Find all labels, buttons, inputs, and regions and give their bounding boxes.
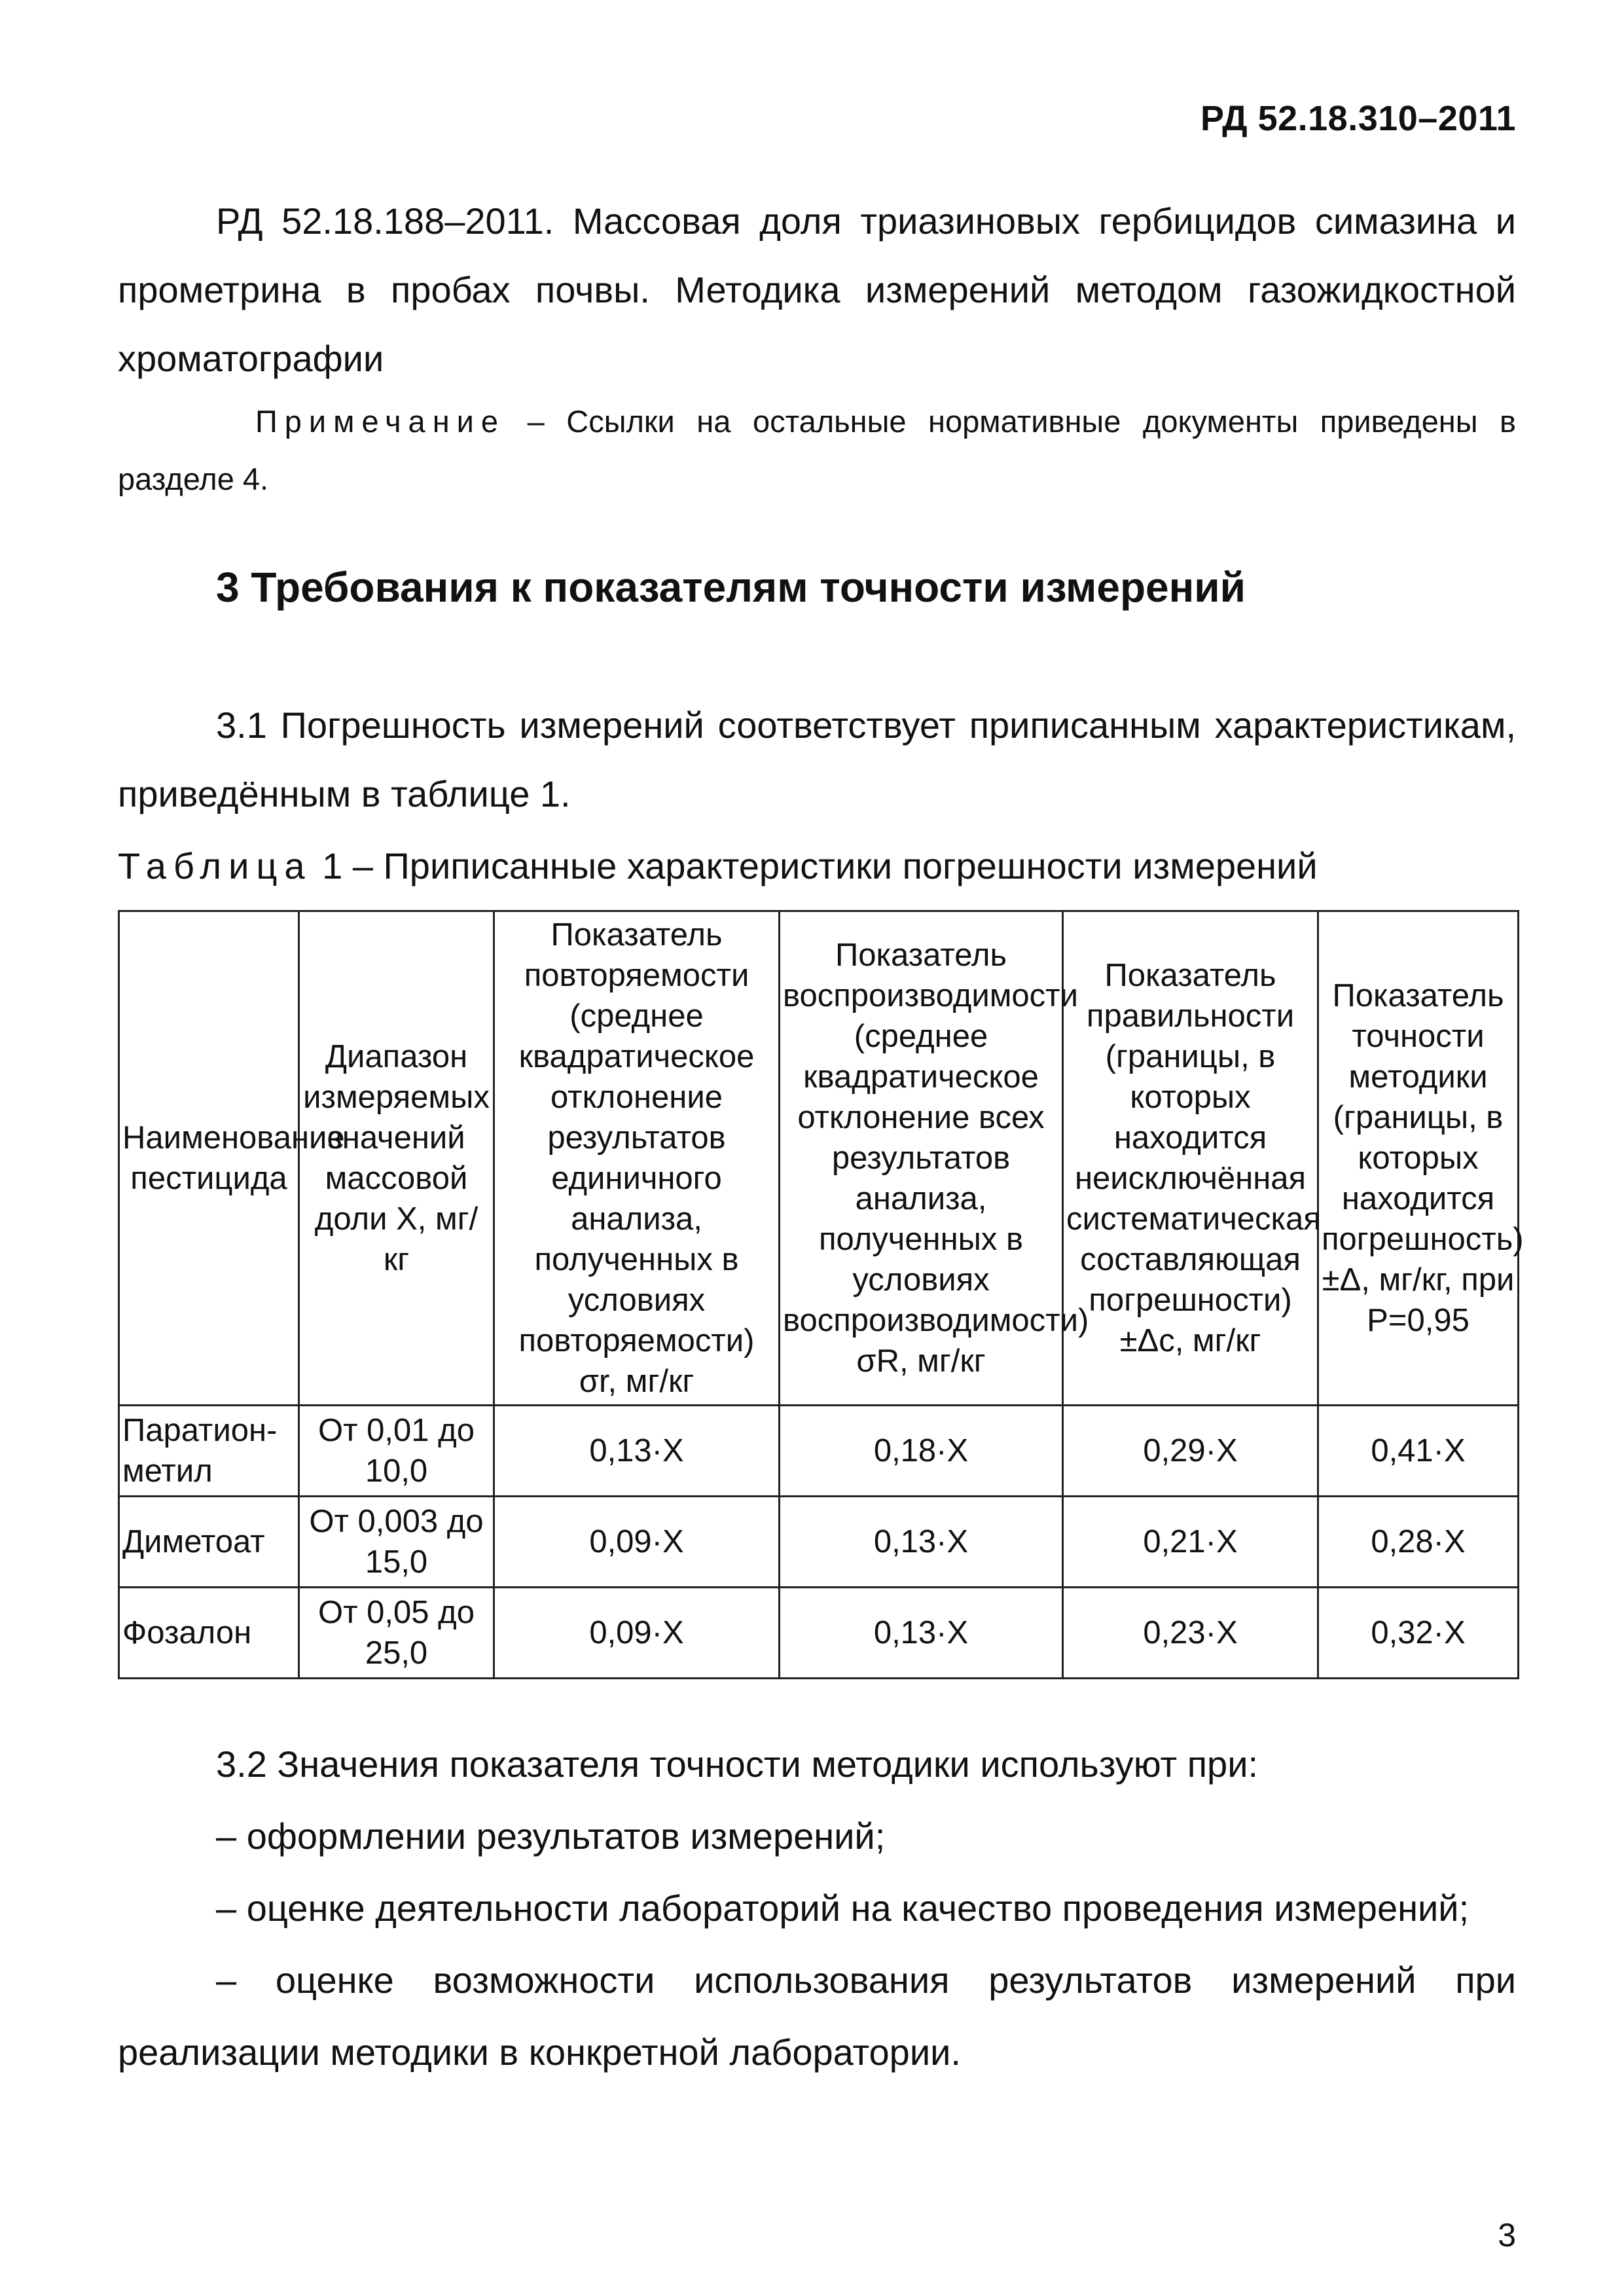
cell-repeatability: 0,09·X bbox=[494, 1588, 780, 1679]
cell-reproducibility: 0,13·X bbox=[780, 1497, 1063, 1588]
cell-reproducibility: 0,13·X bbox=[780, 1588, 1063, 1679]
page-number: 3 bbox=[1498, 2217, 1516, 2253]
section-title: 3 Требования к показателям точности измерений bbox=[216, 564, 1246, 611]
paragraph-3-1: 3.1 Погрешность измерений соответствует приписанным характеристикам, приведённым в таблице 1. bbox=[118, 704, 1516, 814]
cell-reproducibility: 0,18·X bbox=[780, 1406, 1063, 1497]
cell-trueness: 0,29·X bbox=[1063, 1406, 1318, 1497]
cell-accuracy: 0,28·X bbox=[1318, 1497, 1519, 1588]
header-repeatability: Показатель повторяемости (среднее квадратическое отклонение результатов единичного анализа, полученных в условиях повторяемости) σr, мг/кг bbox=[494, 911, 780, 1406]
note bbox=[118, 393, 1516, 508]
table-row bbox=[119, 1497, 1519, 1588]
cell-pesticide: Паратион-метил bbox=[119, 1406, 299, 1497]
cell-accuracy: 0,41·X bbox=[1318, 1406, 1519, 1497]
cell-range: От 0,003 до 15,0 bbox=[299, 1497, 494, 1588]
accuracy-table bbox=[118, 910, 1524, 1679]
cell-trueness: 0,23·X bbox=[1063, 1588, 1318, 1679]
cell-accuracy: 0,32·X bbox=[1318, 1588, 1519, 1679]
table-row bbox=[119, 1406, 1519, 1497]
cell-pesticide: Диметоат bbox=[119, 1497, 299, 1588]
list-item: – оценке возможности использования результатов измерений при реализации методики в конкретной лаборатории. bbox=[118, 1959, 1516, 2073]
reference-paragraph: РД 52.18.188–2011. Массовая доля триазиновых гербицидов симазина и прометрина в пробах почвы. Методика измерений методом газожидкостной хроматографии bbox=[118, 200, 1516, 379]
table-header-row bbox=[119, 911, 1519, 1406]
cell-range: От 0,05 до 25,0 bbox=[299, 1588, 494, 1679]
document-code: РД 52.18.310–2011 bbox=[1200, 99, 1516, 138]
cell-repeatability: 0,09·X bbox=[494, 1497, 780, 1588]
cell-range: От 0,01 до 10,0 bbox=[299, 1406, 494, 1497]
list-item: – оформлении результатов измерений; bbox=[216, 1815, 886, 1857]
table-caption-label: Таблица bbox=[118, 845, 312, 886]
list-item: – оценке деятельности лабораторий на качество проведения измерений; bbox=[216, 1887, 1470, 1929]
header-pesticide-name: Наименование пестицида bbox=[119, 911, 299, 1406]
paragraph-3-2 bbox=[118, 1728, 1516, 2088]
header-reproducibility: Показатель воспроизводимости (среднее квадратическое отклонение всех результатов анализа, полученных в условиях воспроизводимости) σR, мг/кг bbox=[780, 911, 1063, 1406]
paragraph-3-2-intro: 3.2 Значения показателя точности методики используют при: bbox=[216, 1743, 1259, 1785]
cell-trueness: 0,21·X bbox=[1063, 1497, 1318, 1588]
header-accuracy: Показатель точности методики (границы, в которых находится погрешность) ±Δ, мг/кг, при P=0,95 bbox=[1318, 911, 1519, 1406]
cell-pesticide: Фозалон bbox=[119, 1588, 299, 1679]
header-trueness: Показатель правильности (границы, в которых находится неисключённая систематическая составляющая погрешности) ±Δc, мг/кг bbox=[1063, 911, 1318, 1406]
header-range: Диапазон измеряемых значений массовой доли X, мг/кг bbox=[299, 911, 494, 1406]
cell-repeatability: 0,13·X bbox=[494, 1406, 780, 1497]
table-row bbox=[119, 1588, 1519, 1679]
note-label: Примечание bbox=[255, 404, 506, 439]
table-caption bbox=[118, 845, 1318, 887]
table-caption-text: 1 – Приписанные характеристики погрешности измерений bbox=[312, 845, 1318, 886]
note-text: – Ссылки на остальные нормативные документы приведены в разделе 4. bbox=[118, 404, 1516, 496]
